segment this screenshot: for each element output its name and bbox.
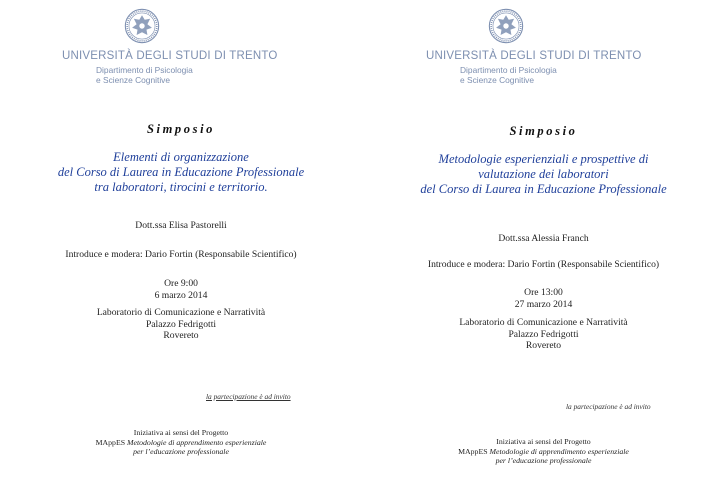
speaker: Dott.ssa Alessia Franch bbox=[498, 233, 589, 244]
project-acronym: MAppES bbox=[458, 446, 488, 456]
department-line-2: e Scienze Cognitive bbox=[460, 74, 535, 85]
title-line-2: del Corso di Laurea in Educazione Professionale bbox=[57, 165, 305, 179]
venue-line-1: Laboratorio di Comunicazione e Narratività bbox=[459, 317, 628, 328]
department-line-1: Dipartimento di Psicologia bbox=[96, 65, 193, 75]
footer-line-1: Iniziativa ai sensi del Progetto bbox=[496, 437, 591, 446]
university-name: UNIVERSITÀ DEGLI STUDI DI TRENTO bbox=[62, 50, 278, 62]
venue-line-3: Rovereto bbox=[525, 340, 562, 351]
project-name: Metodologie di apprendimento esperienziale bbox=[489, 446, 629, 456]
footer-line-2 bbox=[0, 438, 362, 448]
date-time bbox=[362, 287, 725, 310]
invite-note: la partecipazione è ad invito bbox=[206, 392, 291, 401]
event-type: Simposio bbox=[146, 122, 216, 136]
event-time: Ore 9:00 bbox=[164, 278, 198, 289]
footer-line-2 bbox=[362, 447, 725, 457]
event-type: Simposio bbox=[509, 124, 578, 138]
department-line-1: Dipartimento di Psicologia bbox=[460, 65, 557, 75]
footer-line-3: per l’educazione professionale bbox=[133, 447, 229, 456]
project-footer bbox=[0, 428, 362, 457]
university-name: UNIVERSITÀ DEGLI STUDI DI TRENTO bbox=[426, 50, 642, 62]
symposium-title bbox=[0, 150, 362, 195]
title-line-3: del Corso di Laurea in Educazione Professionale bbox=[420, 182, 667, 196]
venue-line-1: Laboratorio di Comunicazione e Narratività bbox=[96, 307, 266, 318]
left-flyer bbox=[0, 0, 362, 483]
event-date: 6 marzo 2014 bbox=[154, 289, 208, 301]
footer-line-1: Iniziativa ai sensi del Progetto bbox=[133, 428, 229, 437]
moderator: Introduce e modera: Dario Fortin (Responsabile Scientifico) bbox=[427, 259, 660, 270]
symposium-title bbox=[362, 152, 725, 197]
university-seal-icon bbox=[488, 8, 524, 44]
title-line-3: tra laboratori, tirocini e territorio. bbox=[94, 180, 268, 194]
project-acronym: MAppES bbox=[95, 437, 126, 447]
event-time: Ore 13:00 bbox=[524, 287, 563, 298]
department-name bbox=[96, 66, 193, 85]
right-flyer bbox=[362, 0, 725, 483]
department-name bbox=[460, 66, 557, 85]
date-time bbox=[0, 278, 362, 301]
invite-note: la partecipazione è ad invito bbox=[566, 402, 651, 411]
venue bbox=[0, 307, 362, 342]
venue-line-2: Palazzo Fedrigotti bbox=[145, 318, 217, 330]
moderator: Introduce e modera: Dario Fortin (Responsabile Scientifico) bbox=[65, 249, 297, 260]
title-line-2: valutazione dei laboratori bbox=[478, 167, 609, 181]
speaker: Dott.ssa Elisa Pastorelli bbox=[135, 220, 227, 231]
department-line-2: e Scienze Cognitive bbox=[96, 74, 171, 85]
title-line-1: Elementi di organizzazione bbox=[113, 150, 249, 164]
project-footer bbox=[362, 437, 725, 466]
project-name: Metodologie di apprendimento esperienziale bbox=[127, 437, 267, 447]
title-line-1: Metodologie esperienziali e prospettive di bbox=[438, 152, 649, 166]
venue-line-3: Rovereto bbox=[163, 330, 199, 341]
venue-line-2: Palazzo Fedrigotti bbox=[508, 328, 579, 340]
event-date: 27 marzo 2014 bbox=[514, 298, 573, 310]
university-seal-icon bbox=[124, 8, 160, 44]
venue bbox=[362, 317, 725, 352]
footer-line-3: per l’educazione professionale bbox=[495, 456, 592, 465]
